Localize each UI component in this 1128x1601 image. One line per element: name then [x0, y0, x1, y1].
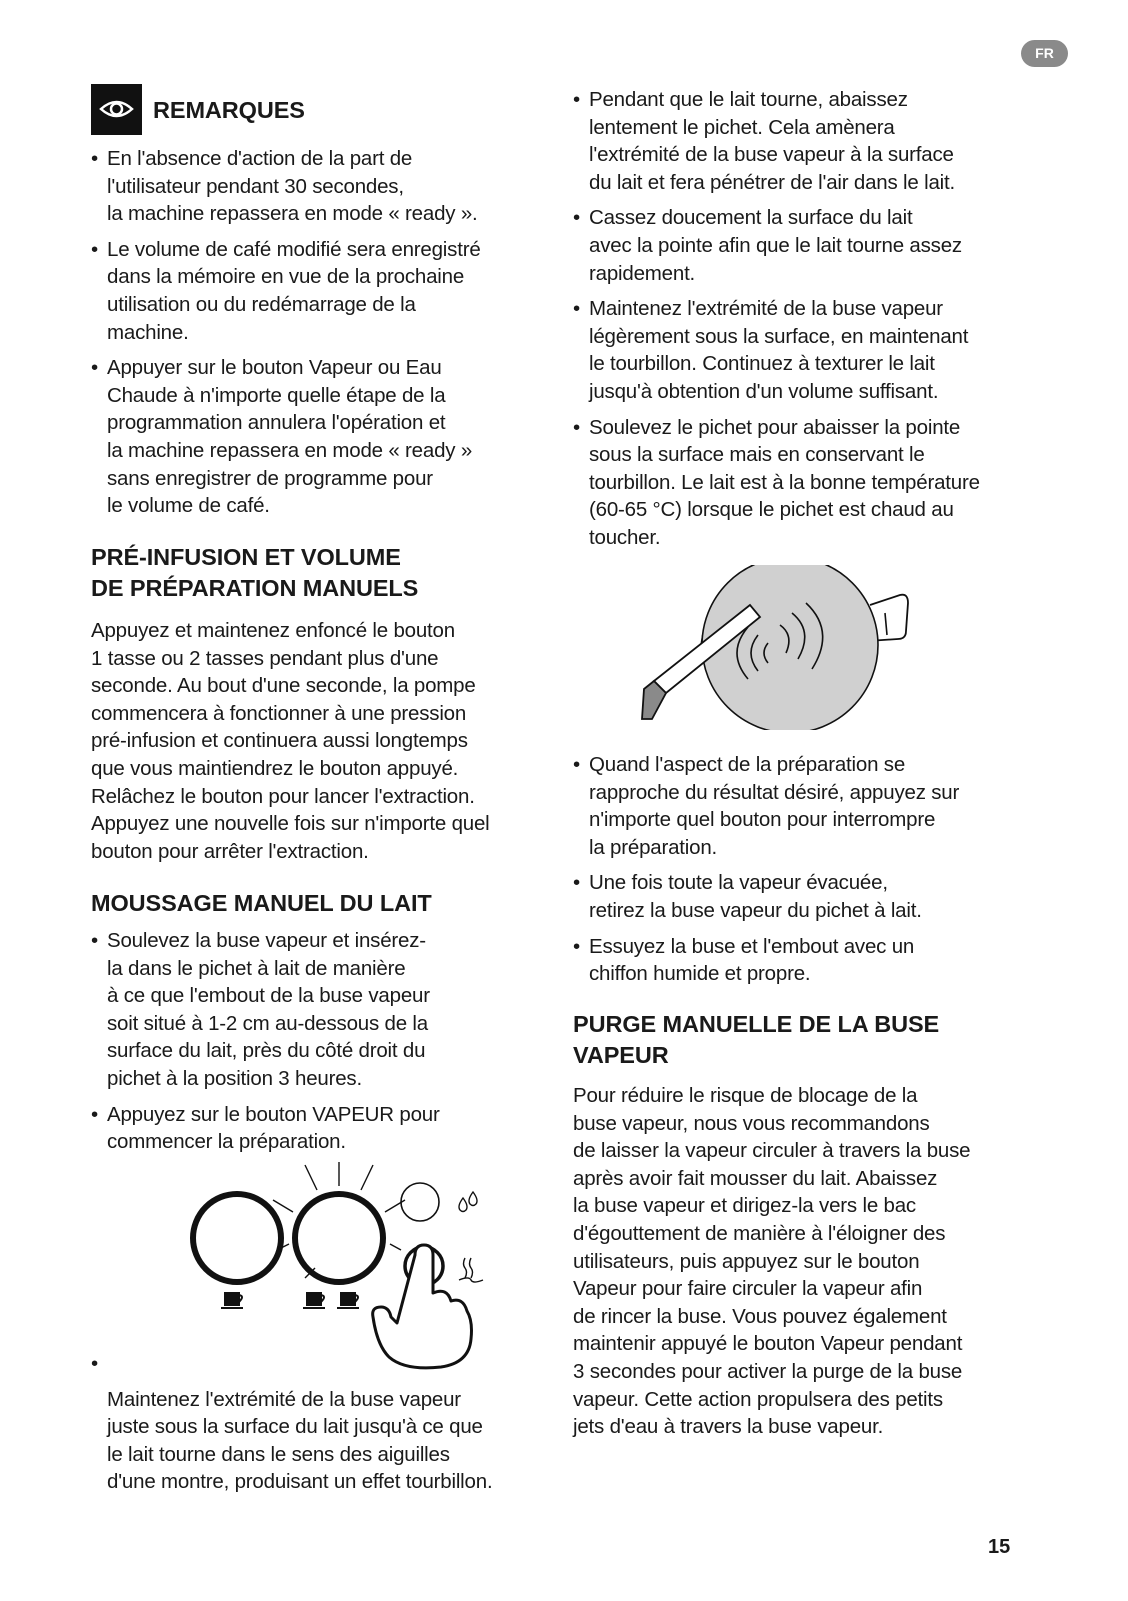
list-item: • Appuyez sur le bouton VAPEUR pour commencer la préparation. [91, 1101, 541, 1156]
list-item: • Soulevez la buse vapeur et insérez- la dans le pichet à lait de manière à ce que l'embout de la buse vapeur soit situé à 1-2 cm au-dessous de la surface du lait, près du côté droit du pichet à la position 3 heures. [91, 927, 541, 1093]
right-list-1-container [573, 86, 1043, 560]
list-item: • Une fois toute la vapeur évacuée, retirez la buse vapeur du pichet à lait. [573, 869, 1043, 924]
bullet-marker: • [91, 1352, 99, 1375]
list-item: • Cassez doucement la surface du lait avec la pointe afin que le lait tourne assez rapidement. [573, 204, 1043, 287]
steam-icon [459, 1258, 483, 1282]
list-item: • Maintenez l'extrémité de la buse vapeur légèrement sous la surface, en maintenant le tourbillon. Continuez à texturer le lait jusqu'à obtention d'un volume suffisant. [573, 295, 1043, 405]
single-cup-icon [221, 1293, 243, 1308]
hot-water-button [401, 1183, 439, 1221]
section-heading: PURGE MANUELLE DE LA BUSE [573, 1011, 940, 1037]
list-item: • Essuyez la buse et l'embout avec un chiffon humide et propre. [573, 933, 1043, 988]
remarques-list [91, 145, 541, 520]
preinfusion-section [91, 542, 541, 865]
remarques-title: REMARQUES [153, 97, 305, 123]
section-body: Appuyez et maintenez enfoncé le bouton 1 tasse ou 2 tasses pendant plus d'une seconde. Au bout d'une seconde, la pompe commencera à fonctionner à une pression pré-infusion et continuera aussi longtemps que vous maintiendrez le bouton appuyé. Relâchez le bouton pour lancer l'extraction. Appuyez une nouvelle fois sur n'importe quel bouton pour arrêter l'extraction. [91, 619, 490, 863]
section-heading: VAPEUR [573, 1042, 669, 1068]
page-number: 15 [988, 1536, 1011, 1558]
list-item: • Soulevez le pichet pour abaisser la pointe sous la surface mais en conservant le tourbillon. Le lait est à la bonne température (60-65 °C) lorsque le pichet est chaud au toucher. [573, 414, 1043, 552]
section-body: Pour réduire le risque de blocage de la buse vapeur, nous vous recommandons de laisser la vapeur circuler à travers la buse après avoir fait mousser du lait. Abaissez la buse vapeur et dirigez-la vers le bac d'égouttement de manière à l'éloigner des utilisateurs, puis appuyez sur le bouton Vapeur pour faire circuler la vapeur afin de rincer la buse. Vous pouvez également maintenir appuyé le bouton Vapeur pendant 3 secondes pour activer la purge de la buse vapeur. Cette action propulsera des petits jets d'eau à travers la buse vapeur. [573, 1084, 971, 1439]
list-item: • Appuyer sur le bouton Vapeur ou Eau Chaude à n'importe quelle étape de la programmation annulera l'opération et la machine repassera en mode « ready » sans enregistrer de programme pour le volume de café. [91, 354, 541, 520]
remarques-list-container [91, 145, 541, 528]
finishing-steps-list [573, 751, 1043, 988]
language-badge: FR [1021, 40, 1068, 67]
light-rays [273, 1162, 405, 1278]
milk-pitcher-figure [630, 565, 930, 730]
double-cup-icon [303, 1293, 359, 1308]
control-panel-figure [185, 1160, 495, 1370]
two-cup-button [295, 1194, 383, 1282]
section-heading: PRÉ-INFUSION ET VOLUME [91, 544, 401, 570]
list-item: Maintenez l'extrémité de la buse vapeur juste sous la surface du lait jusqu'à ce que le lait tourne dans le sens des aiguilles d'une montre, produisant un effet tourbillon. [107, 1387, 493, 1494]
moussage-list [91, 927, 541, 1156]
right-list-2-container [573, 751, 1043, 996]
list-item: • En l'absence d'action de la part de l'utilisateur pendant 30 secondes, la machine repassera en mode « ready ». [91, 145, 541, 228]
eye-icon [91, 84, 142, 135]
one-cup-button [193, 1194, 281, 1282]
moussage-continued [91, 1350, 541, 1496]
list-item: • Quand l'aspect de la préparation se rapproche du résultat désiré, appuyez sur n'importe quel bouton pour interrompre la préparation. [573, 751, 1043, 861]
purge-section [573, 1009, 1043, 1441]
section-heading: DE PRÉPARATION MANUELS [91, 575, 419, 601]
list-item: • Le volume de café modifié sera enregistré dans la mémoire en vue de la prochaine utilisation ou du redémarrage de la machine. [91, 236, 541, 346]
frothing-steps-list [573, 86, 1043, 552]
list-item: • Pendant que le lait tourne, abaissez lentement le pichet. Cela amènera l'extrémité de la buse vapeur à la surface du lait et fera pénétrer de l'air dans le lait. [573, 86, 1043, 196]
remarques-icon-box [91, 84, 142, 135]
section-heading: MOUSSAGE MANUEL DU LAIT [91, 890, 432, 916]
water-drop-icon [459, 1192, 477, 1212]
moussage-section [91, 888, 541, 1164]
